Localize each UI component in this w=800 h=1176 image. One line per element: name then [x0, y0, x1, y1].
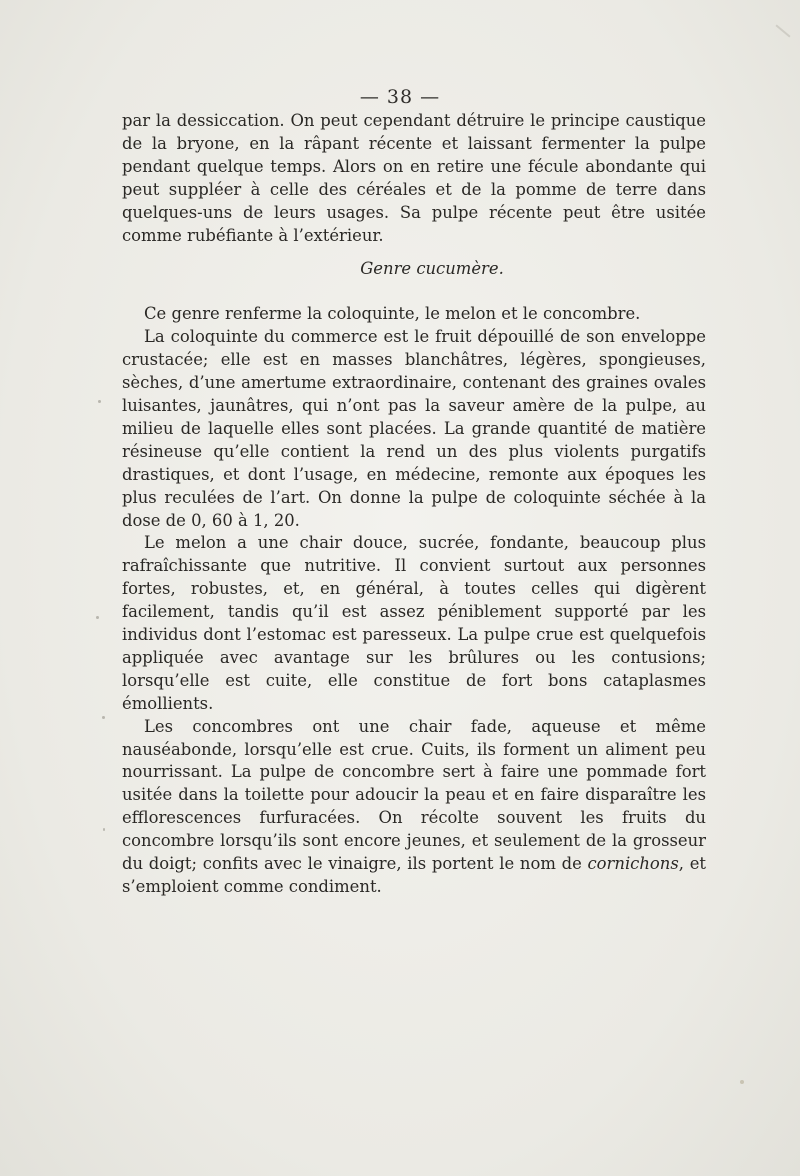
paragraph-genre-intro: Ce genre renferme la coloquinte, le melon et le concombre. — [144, 304, 641, 324]
term-cornichons: cornichons — [587, 854, 679, 874]
paragraph-melon: Le melon a une chair douce, sucrée, fondante, beaucoup plus rafraîchissante que nutritive. Il convient surtout aux personnes fortes, robustes, et, en général, à toutes celles qui digèrent facilement, tandis qu’il est assez péniblement supporté par les individus dont l’estomac est paresseux. La pulpe crue est quelquefois appliquée avec avantage sur les brûlures ou les contusions; lorsqu’elle est cuite, elle constitue de fort bons cataplasmes émollients. — [122, 533, 706, 713]
page-edge-mark — [775, 24, 790, 37]
paragraph-bryone-continued: par la dessiccation. On peut cependant détruire le principe caustique de la bryone, en la râpant récente et laissant fermenter la pulpe pendant quelque temps. Alors on en retire une fécule abondante qui peut suppléer à celle des céréales et de la pomme de terre dans quelques-uns de leurs usages. Sa pulpe récente peut être usitée comme rubéfiante à l’extérieur. — [122, 111, 706, 245]
page-number: — 38 — — [359, 86, 441, 108]
paper-speck — [98, 400, 101, 403]
paragraph-concombre-end: , et s’emploient comme condiment. — [122, 854, 706, 896]
paper-speck — [102, 716, 105, 719]
paragraph-concombre-text: Les concombres ont une chair fade, aqueuse et même nauséabonde, lorsqu’elle est crue. Cuits, ils forment un aliment peu nourrissant. La pulpe de concombre sert à faire une pommade fort usitée dans la toilette pour adoucir la peau et en faire disparaître les efflorescences furfuracées. On récolte souvent les fruits du concombre lorsqu’ils sont encore jeunes, et seulement de la grosseur du doigt; confits avec le vinaigre, ils portent le nom de — [122, 716, 706, 874]
paragraph-concombre — [122, 716, 706, 899]
paper-speck — [103, 828, 105, 831]
paper-speck — [740, 1080, 744, 1084]
body-text — [122, 110, 706, 899]
section-title: Genre cucumère. — [360, 259, 504, 279]
paragraph-coloquinte: La coloquinte du commerce est le fruit dépouillé de son enveloppe crustacée; elle est en masses blanchâtres, légères, spongieuses, sèches, d’une amertume extraordinaire, contenant des graines ovales luisantes, jaunâtres, qui n’ont pas la saveur amère de la pulpe, au milieu de laquelle elles sont placées. La grande quantité de matière résineuse qu’elle contient la rend un des plus violents purgatifs drastiques, et dont l’usage, en médecine, remonte aux époques les plus reculées de l’art. On donne la pulpe de coloquinte séchée à la dose de 0, 60 à 1, 20. — [122, 327, 706, 530]
paper-speck — [96, 616, 99, 619]
